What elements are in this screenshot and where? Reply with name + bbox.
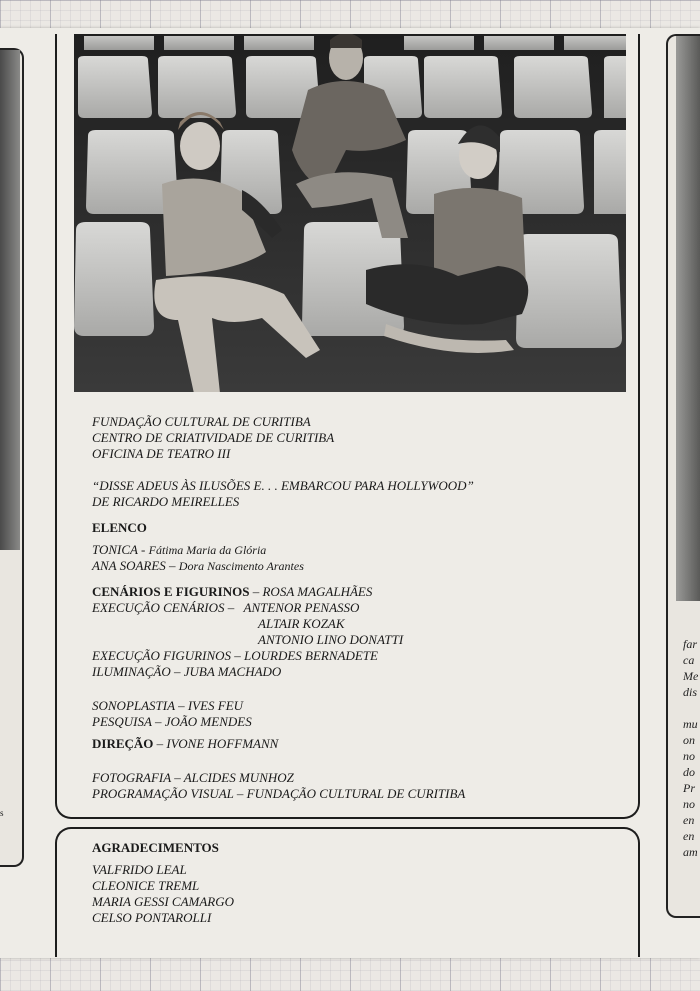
right-page-photo [676, 36, 700, 601]
spacer [92, 680, 612, 698]
sets-credit [92, 584, 612, 600]
play-title: “DISSE ADEUS ÀS ILUSÕES E. . . EMBARCOU PARA HOLLYWOOD” [92, 478, 474, 493]
cast-actor: Fátima Maria da Glória [148, 543, 267, 557]
cast-heading: ELENCO [92, 520, 147, 535]
acknowledgements [92, 840, 492, 926]
sets-exec-name: ANTENOR PENASSO [243, 600, 360, 615]
photography-credit: FOTOGRAFIA – ALCIDES MUNHOZ [92, 770, 294, 785]
org-line-3: OFICINA DE TEATRO III [92, 446, 231, 461]
direction-value: – IVONE HOFFMANN [153, 736, 279, 751]
cast-separator: – [165, 558, 179, 573]
cast-photo [74, 34, 626, 392]
cast-actor: Dora Nascimento Arantes [178, 559, 304, 573]
lighting-credit: ILUMINAÇÃO – JUBA MACHADO [92, 664, 282, 679]
fragment: en [683, 829, 695, 843]
left-page-edge [0, 48, 24, 867]
cast-photo-image [74, 34, 626, 392]
direction-credit [92, 736, 612, 752]
fragment-gap [683, 700, 700, 716]
fragment: ca [683, 653, 695, 667]
fragment: Me [683, 669, 699, 683]
play-author: DE RICARDO MEIRELLES [92, 494, 240, 509]
fragment: Pr [683, 781, 695, 795]
cast-item [92, 558, 612, 574]
fragment: far [683, 637, 698, 651]
sets-exec-name: ANTONIO LINO DONATTI [258, 632, 404, 647]
fragment: dis [683, 685, 698, 699]
fragment: no [683, 797, 695, 811]
org-line-1: FUNDAÇÃO CULTURAL DE CURITIBA [92, 414, 311, 429]
cast-separator: - [137, 542, 149, 557]
spacer [92, 574, 612, 580]
fragment: am [683, 845, 698, 859]
sets-exec-credit [92, 600, 612, 616]
costumes-exec-credit: EXECUÇÃO FIGURINOS – LOURDES BERNADETE [92, 648, 378, 663]
acknowledged-name: CLEONICE TREML [92, 878, 200, 893]
right-page-text-fragments [683, 636, 700, 860]
sets-exec-name: ALTAIR KOZAK [258, 616, 345, 631]
spacer [92, 462, 612, 478]
fragment: mu [683, 717, 698, 731]
cast-role: ANA SOARES [92, 558, 166, 573]
fragment: do [683, 765, 695, 779]
left-page-photo [0, 50, 20, 550]
spacer [92, 752, 612, 770]
cast-role: TONICA [92, 542, 138, 557]
fragment: on [683, 733, 695, 747]
org-line-2: CENTRO DE CRIATIVIDADE DE CURITIBA [92, 430, 335, 445]
visual-credit: PROGRAMAÇÃO VISUAL – FUNDAÇÃO CULTURAL DE CURITIBA [92, 786, 466, 801]
left-page-text-fragment: s [0, 808, 4, 818]
sets-value: – ROSA MAGALHÃES [249, 584, 373, 599]
spacer [92, 510, 612, 516]
acknowledgements-heading: AGRADECIMENTOS [92, 840, 219, 855]
cast-item [92, 542, 612, 558]
acknowledged-name: VALFRIDO LEAL [92, 862, 187, 877]
research-credit: PESQUISA – JOÃO MENDES [92, 714, 252, 729]
sets-label: CENÁRIOS E FIGURINOS [92, 584, 250, 599]
sound-credit: SONOPLASTIA – IVES FEU [92, 698, 244, 713]
acknowledged-name: CELSO PONTAROLLI [92, 910, 212, 925]
credits-text [92, 414, 612, 802]
fragment: en [683, 813, 695, 827]
direction-label: DIREÇÃO [92, 736, 154, 751]
sets-exec-label: EXECUÇÃO CENÁRIOS – [92, 600, 235, 615]
fragment: no [683, 749, 695, 763]
acknowledged-name: MARIA GESSI CAMARGO [92, 894, 235, 909]
